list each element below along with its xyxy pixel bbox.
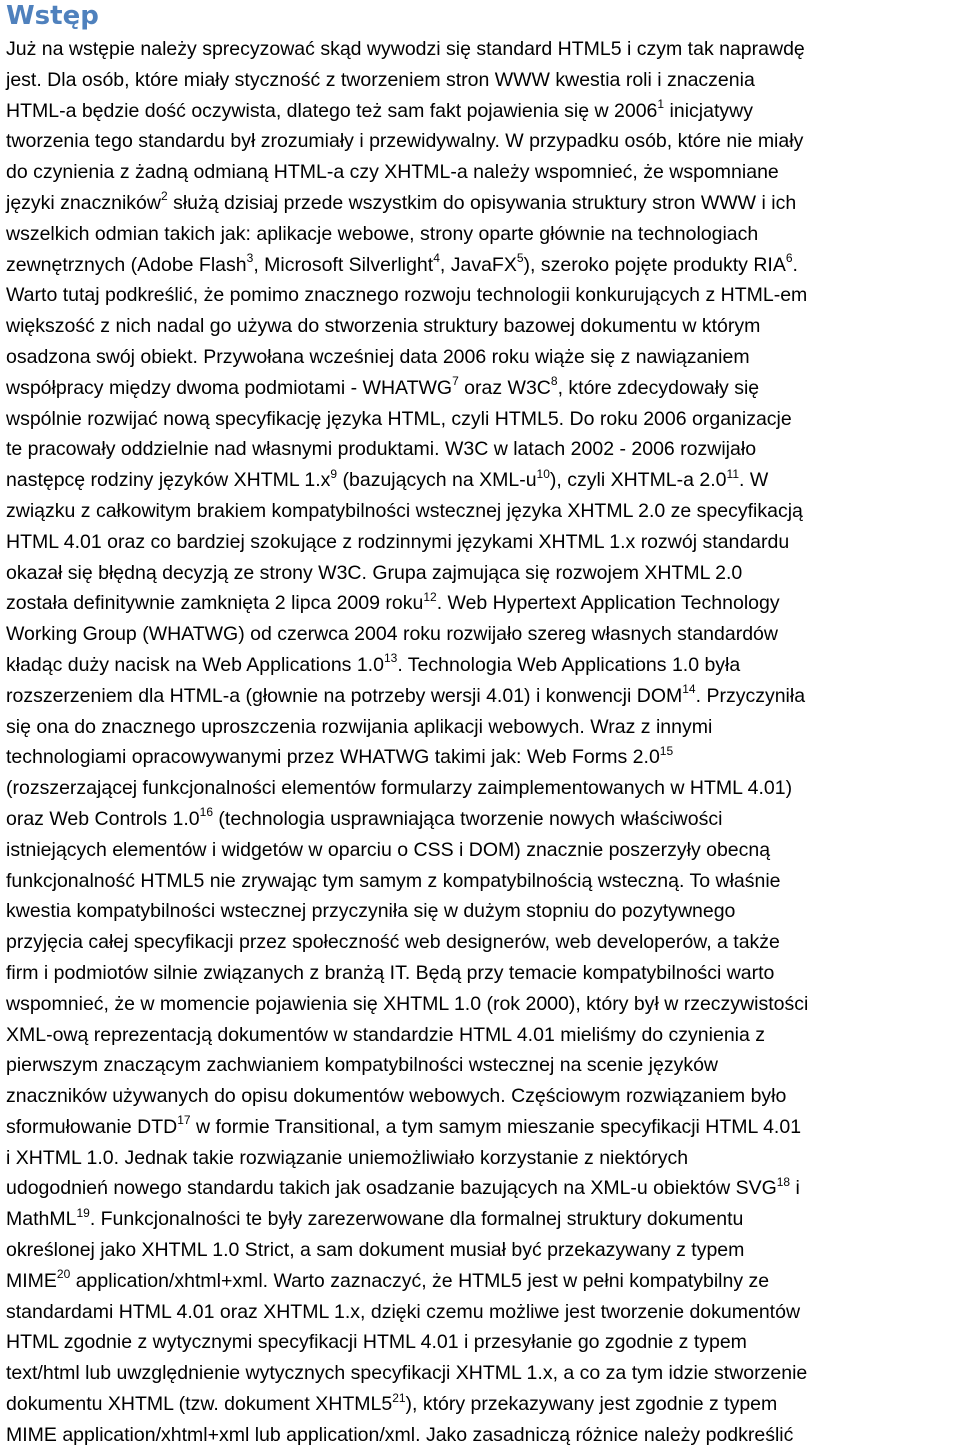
footnote-marker: 11 [726, 466, 739, 481]
footnote-marker: 20 [56, 1267, 71, 1282]
text-segment: firm i podmiotów silnie związanych z branżą IT. Będą przy temacie kompatybilności warto [6, 961, 775, 984]
text-line [6, 958, 958, 989]
text-line [6, 1297, 958, 1328]
text-segment: (technologia usprawniająca tworzenie nowych właściwości [213, 807, 723, 830]
text-segment: do czynienia z żadną odmianą HTML-a czy XHTML-a należy wspomnieć, że wspomniane [6, 161, 779, 184]
text-line [6, 65, 958, 96]
text-segment: dokumentu XHTML (tzw. dokument XHTML5 [6, 1393, 393, 1416]
text-line [6, 527, 958, 558]
text-line [6, 1420, 958, 1446]
text-segment: i [790, 1177, 800, 1200]
text-line [6, 404, 958, 435]
text-segment: osadzona swój obiekt. Przywołana wcześniej data 2006 roku wiąże się z nawiązaniem [6, 345, 750, 368]
text-line [6, 219, 958, 250]
text-line [6, 96, 958, 127]
text-segment: application/xhtml+xml. Warto zaznaczyć, że HTML5 jest w pełni kompatybilny ze [70, 1269, 770, 1292]
text-segment: oraz Web Controls 1.0 [6, 807, 200, 830]
text-line [6, 126, 958, 157]
text-line [6, 311, 958, 342]
text-segment: sformułowanie DTD [6, 1115, 178, 1138]
footnote-marker: 15 [659, 743, 674, 758]
text-segment: Warto tutaj podkreślić, że pomimo znacznego rozwoju technologii konkurujących z HTML-em [6, 284, 808, 307]
footnote-marker: 16 [199, 805, 214, 820]
text-line [6, 989, 958, 1020]
text-segment: większość z nich nadal go używa do stworzenia struktury bazowej dokumentu w którym [6, 315, 761, 338]
text-line [6, 342, 958, 373]
text-line [6, 712, 958, 743]
footnote-marker: 5 [516, 251, 524, 266]
footnote-marker: 18 [776, 1174, 791, 1189]
text-segment: . [792, 253, 798, 276]
text-segment: wszelkich odmian takich jak: aplikacje webowe, strony oparte głównie na technologiach [6, 222, 759, 245]
text-segment: , JavaFX [439, 253, 517, 276]
text-line [6, 650, 958, 681]
footnote-marker: 8 [550, 374, 558, 389]
text-segment: się ona do znacznego uproszczenia rozwijania aplikacji webowych. Wraz z innymi [6, 715, 713, 738]
text-segment: znaczników używanych do opisu dokumentów webowych. Częściowym rozwiązaniem było [6, 1085, 787, 1108]
text-segment: HTML 4.01 oraz co bardziej szokujące z rodzinnymi językami XHTML 1.x rozwój standardu [6, 530, 790, 553]
text-segment: istniejących elementów i widgetów w oparciu o CSS i DOM) znacznie poszerzyły obecną [6, 838, 771, 861]
text-segment: została definitywnie zamknięta 2 lipca 2009 roku [6, 592, 424, 615]
text-segment: zewnętrznych (Adobe Flash [6, 253, 247, 276]
footnote-marker: 10 [536, 466, 550, 481]
text-segment: MIME application/xhtml+xml lub application/xml. Jako zasadniczą różnice należy podkreślić [6, 1423, 794, 1446]
text-segment: oraz W3C [458, 376, 551, 399]
text-line [6, 1143, 958, 1174]
text-segment: jest. Dla osób, które miały styczność z tworzeniem stron WWW kwestia roli i znaczenia [6, 68, 755, 91]
text-segment: w formie Transitional, a tym samym mieszanie specyfikacji HTML 4.01 [190, 1115, 802, 1138]
text-segment: ), szeroko pojęte produkty RIA [523, 253, 786, 276]
text-line [6, 465, 958, 496]
text-line [6, 1173, 958, 1204]
text-segment: kwestia kompatybilności wstecznej przyczyniła się w dużym stopniu do pozytywnego [6, 900, 736, 923]
text-segment: przyjęcia całej specyfikacji przez społeczność web designerów, web developerów, a także [6, 931, 780, 954]
footnote-marker: 3 [246, 251, 254, 266]
text-segment: związku z całkowitym brakiem kompatybilności wstecznej języka XHTML 2.0 ze specyfikacją [6, 499, 803, 522]
text-segment: . Technologia Web Applications 1.0 była [397, 653, 741, 676]
text-segment: standardami HTML 4.01 oraz XHTML 1.x, dzięki czemu możliwe jest tworzenie dokumentów [6, 1300, 801, 1323]
footnote-marker: 14 [682, 682, 696, 697]
text-line [6, 1266, 958, 1297]
text-line [6, 804, 958, 835]
text-segment: wspólnie rozwijać nową specyfikację języka HTML, czyli HTML5. Do roku 2006 organizacje [6, 407, 792, 430]
text-segment: te pracowały oddzielnie nad własnymi produktami. W3C w latach 2002 - 2006 rozwijało [6, 438, 757, 461]
text-line [6, 1204, 958, 1235]
text-segment: inicjatywy [664, 99, 753, 122]
footnote-marker: 17 [177, 1113, 191, 1128]
text-line [6, 188, 958, 219]
text-segment: tworzenia tego standardu był zrozumiały i przewidywalny. W przypadku osób, które nie miały [6, 130, 804, 153]
text-line [6, 927, 958, 958]
text-line [6, 250, 958, 281]
text-line [6, 1020, 958, 1051]
text-segment: wspomnieć, że w momencie pojawienia się XHTML 1.0 (rok 2000), który był w rzeczywistości [6, 992, 809, 1015]
text-segment: technologiami opracowywanymi przez WHATWG takimi jak: Web Forms 2.0 [6, 746, 660, 769]
text-line [6, 742, 958, 773]
text-line [6, 835, 958, 866]
text-segment: . Przyczyniła [695, 684, 806, 707]
footnote-marker: 2 [160, 189, 168, 204]
text-segment: . Funkcjonalności te były zarezerwowane dla formalnej struktury dokumentu [89, 1208, 744, 1231]
footnote-marker: 7 [452, 374, 459, 389]
text-segment: XML-ową reprezentacją dokumentów w standardzie HTML 4.01 mieliśmy do czynienia z [6, 1023, 766, 1046]
text-line [6, 1081, 958, 1112]
footnote-marker: 19 [76, 1205, 90, 1220]
text-line [6, 157, 958, 188]
text-line [6, 558, 958, 589]
text-segment: udogodnień nowego standardu takich jak osadzanie bazujących na XML-u obiektów SVG [6, 1177, 777, 1200]
text-segment: (rozszerzającej funkcjonalności elementów formularzy zaimplementowanych w HTML 4.01) [6, 777, 793, 800]
footnote-marker: 12 [423, 589, 437, 604]
text-line [6, 866, 958, 897]
text-segment: funkcjonalność HTML5 nie zrywając tym samym z kompatybilnością wsteczną. To właśnie [6, 869, 781, 892]
text-segment: HTML zgodnie z wytycznymi specyfikacji HTML 4.01 i przesyłanie go zgodnie z typem [6, 1331, 747, 1354]
footnote-marker: 13 [383, 651, 398, 666]
text-segment: określonej jako XHTML 1.0 Strict, a sam dokument musiał być przekazywany z typem [6, 1239, 745, 1262]
text-segment: współpracy między dwoma podmiotami - WHATWG [6, 376, 453, 399]
text-line [6, 896, 958, 927]
footnote-marker: 4 [433, 251, 440, 266]
text-segment: następcę rodziny języków XHTML 1.x [6, 469, 331, 492]
text-line [6, 1389, 958, 1420]
text-segment: . W [739, 469, 769, 492]
text-line [6, 34, 958, 65]
text-line [6, 373, 958, 404]
text-segment: Working Group (WHATWG) od czerwca 2004 roku rozwijało szereg własnych standardów [6, 623, 778, 646]
text-line [6, 1112, 958, 1143]
text-line [6, 1358, 958, 1389]
text-segment: służą dzisiaj przede wszystkim do opisywania struktury stron WWW i ich [167, 191, 797, 214]
text-line [6, 681, 958, 712]
text-segment: text/html lub uwzględnienie wytycznych specyfikacji XHTML 1.x, a co za tym idzie stworzenie [6, 1362, 808, 1385]
text-line [6, 434, 958, 465]
body-text [6, 34, 958, 1446]
text-line [6, 1050, 958, 1081]
text-segment: , które zdecydowały się [557, 376, 760, 399]
text-segment: rozszerzeniem dla HTML-a (głownie na potrzeby wersji 4.01) i konwencji DOM [6, 684, 683, 707]
text-line [6, 1327, 958, 1358]
text-segment: . Web Hypertext Application Technology [436, 592, 780, 615]
footnote-marker: 9 [330, 466, 338, 481]
text-line [6, 1235, 958, 1266]
text-line [6, 773, 958, 804]
text-segment: HTML-a będzie dość oczywista, dlatego też sam fakt pojawienia się w 2006 [6, 99, 658, 122]
footnote-marker: 6 [785, 251, 793, 266]
section-heading: Wstęp [6, 1, 99, 31]
text-segment: pierwszym znaczącym zachwianiem kompatybilności wstecznej na scenie języków [6, 1054, 719, 1077]
text-segment: języki znaczników [6, 191, 161, 214]
text-segment: MathML [6, 1208, 77, 1231]
text-segment: Już na wstępie należy sprecyzować skąd wywodzi się standard HTML5 i czym tak naprawdę [6, 38, 805, 60]
text-line [6, 280, 958, 311]
text-segment: ), który przekazywany jest zgodnie z typem [405, 1393, 778, 1416]
text-segment: i XHTML 1.0. Jednak takie rozwiązanie uniemożliwiało korzystanie z niektórych [6, 1146, 689, 1169]
footnote-marker: 1 [657, 97, 665, 112]
text-segment: (bazujących na XML-u [337, 469, 537, 492]
text-segment: kładąc duży nacisk na Web Applications 1.0 [6, 653, 384, 676]
text-segment: ), czyli XHTML-a 2.0 [549, 469, 727, 492]
text-segment: MIME [6, 1269, 57, 1292]
text-segment: okazał się błędną decyzją ze strony W3C. Grupa zajmująca się rozwojem XHTML 2.0 [6, 561, 743, 584]
text-segment: , Microsoft Silverlight [253, 253, 434, 276]
footnote-marker: 21 [392, 1390, 406, 1405]
text-line [6, 619, 958, 650]
text-line [6, 496, 958, 527]
text-line [6, 588, 958, 619]
